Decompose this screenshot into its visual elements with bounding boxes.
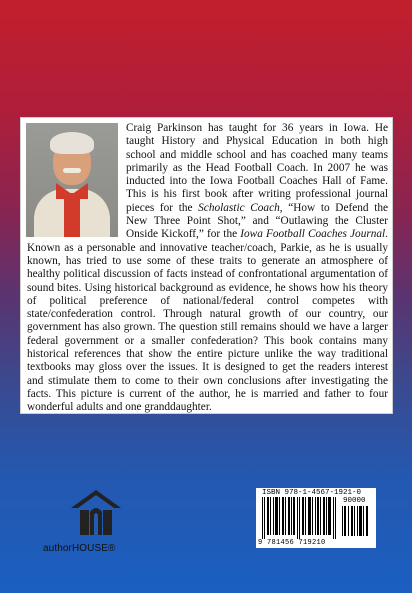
house-logo-icon [68,488,124,538]
ean-digits: 9 781456 719210 [258,539,326,547]
barcode-label [256,488,376,548]
isbn-number: ISBN 978-1-4567-1921-0 [262,489,362,497]
price-code: 90000 [343,497,366,505]
price-barcode [342,506,370,536]
author-photo-hair [50,132,94,154]
publisher-name: authorHOUSE® [43,543,116,554]
bio-paragraph-mid: , “How to Defend the New Three Point Shot,” and “Outlawing the Cluster Onside Kickoff,” for the [126,201,388,241]
bio-journal-iowa: Iowa Football Coaches Journal [240,228,386,241]
bio-journal-scholastic: Scholastic Coach [198,201,280,214]
author-photo-mustache [63,168,81,173]
author-photo-shirt [64,193,80,237]
bio-paragraph-start: Craig Parkinson has taught for 36 years in Iowa. He taught History and Physical Education in both high school and middle school and has coached many teams primarily as the Head Football Coach. In 2007 he was inducted into the Iowa Football Coaches Hall of Fame. This is his first book after writing professional journal pieces for the [126,122,388,214]
bio-paragraph-rest: . Known as a personable and innovative teacher/coach, Parkie, as he is usually known, has tried to use some of these traits to generate an atmosphere of healthy political discussion of facts instead of confrontational argumentation of sound bites. Using historical background as evidence, he shows how his theory of political preference of national/federal control competes with state/confederation control. Through natural growth of our country, our government has also grown. The question still remains should we have a larger federal government or a smaller confederation? This book contains many historical references that show the entire picture unlike the way traditional textbooks may gloss over the issues. It is designed to get the readers interest and stimulate them to come to their own conclusions after investigating the facts. This picture is current of the author, he is married and father to four wonderful adults and one granddaughter. [27,228,388,414]
author-bio-panel [20,117,393,414]
author-photo [26,123,118,237]
ean-barcode [262,497,338,539]
